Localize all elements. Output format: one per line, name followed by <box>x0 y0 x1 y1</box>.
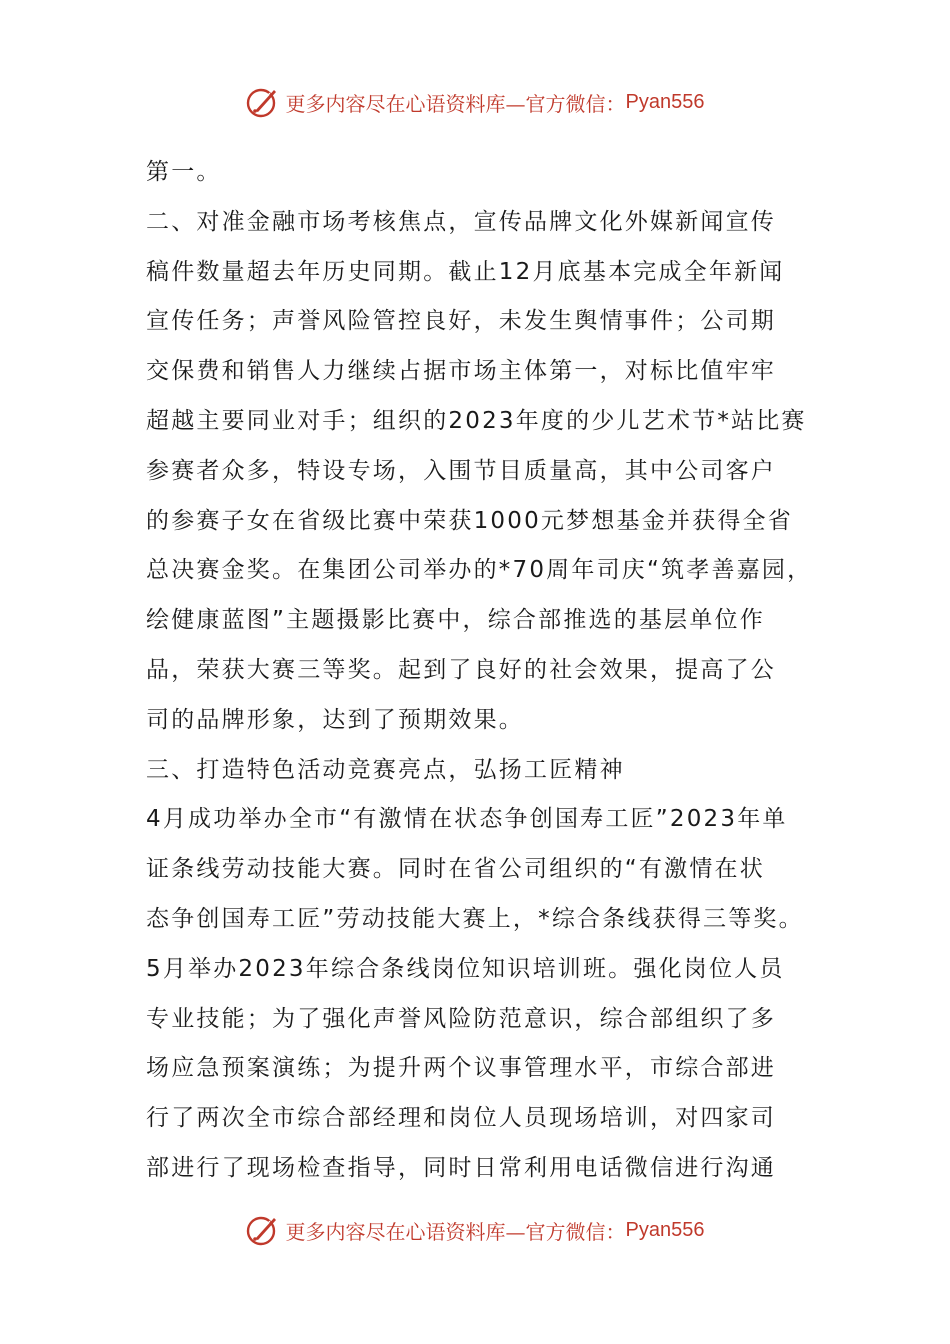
header-banner-text: 更多内容尽在心语资料库—官方微信： <box>285 91 626 116</box>
text-line: 司的品牌形象，达到了预期效果。 <box>146 706 524 733</box>
text-line: 行了两次全市综合部经理和岗位人员现场培训，对四家司 <box>146 1105 776 1132</box>
text-line: 5月举办2023年综合条线岗位知识培训班。强化岗位人员 <box>146 955 785 982</box>
text-line: 部进行了现场检查指导，同时日常利用电话微信进行沟通 <box>146 1154 776 1181</box>
header-banner-wechat-id: Pyan556 <box>625 90 705 113</box>
header-banner <box>0 82 950 122</box>
footer-banner-text: 更多内容尽在心语资料库—官方微信： <box>285 1219 626 1244</box>
footer-banner <box>0 1210 950 1250</box>
text-line: 超越主要同业对手；组织的2023年度的少儿艺术节*站比赛 <box>146 407 807 434</box>
text-line: 稿件数量超去年历史同期。截止12月底基本完成全年新闻 <box>146 258 785 285</box>
quill-pen-logo-icon <box>246 1213 280 1247</box>
text-line: 4月成功举办全市“有激情在状态争创国寿工匠”2023年单 <box>146 806 788 833</box>
text-line: 专业技能；为了强化声誉风险防范意识，综合部组织了多 <box>146 1005 776 1032</box>
text-line: 总决赛金奖。在集团公司举办的*70周年司庆“筑孝善嘉园， <box>146 557 813 584</box>
text-line: 第一。 <box>146 159 222 185</box>
document-body <box>146 148 826 1194</box>
footer-banner-wechat-id: Pyan556 <box>625 1218 705 1241</box>
text-line: 二、对准金融市场考核焦点，宣传品牌文化外媒新闻宣传 <box>146 208 776 235</box>
text-line: 的参赛子女在省级比赛中荣获1000元梦想基金并获得全省 <box>146 507 793 534</box>
text-line: 交保费和销售人力继续占据市场主体第一，对标比值牢牢 <box>146 358 776 385</box>
text-line: 宣传任务；声誉风险管控良好，未发生舆情事件；公司期 <box>146 308 776 335</box>
quill-pen-logo-icon <box>246 85 280 119</box>
text-line: 态争创国寿工匠”劳动技能大赛上，*综合条线获得三等奖。 <box>146 905 804 932</box>
text-line: 参赛者众多，特设专场，入围节目质量高，其中公司客户 <box>146 457 776 484</box>
section-heading: 三、打造特色活动竞赛亮点，弘扬工匠精神 <box>146 756 625 783</box>
text-line: 证条线劳动技能大赛。同时在省公司组织的“有激情在状 <box>146 856 765 883</box>
text-line: 绘健康蓝图”主题摄影比赛中，综合部推选的基层单位作 <box>146 607 765 634</box>
text-line: 场应急预案演练；为提升两个议事管理水平，市综合部进 <box>146 1055 776 1082</box>
text-line: 品，荣获大赛三等奖。起到了良好的社会效果，提高了公 <box>146 656 776 683</box>
